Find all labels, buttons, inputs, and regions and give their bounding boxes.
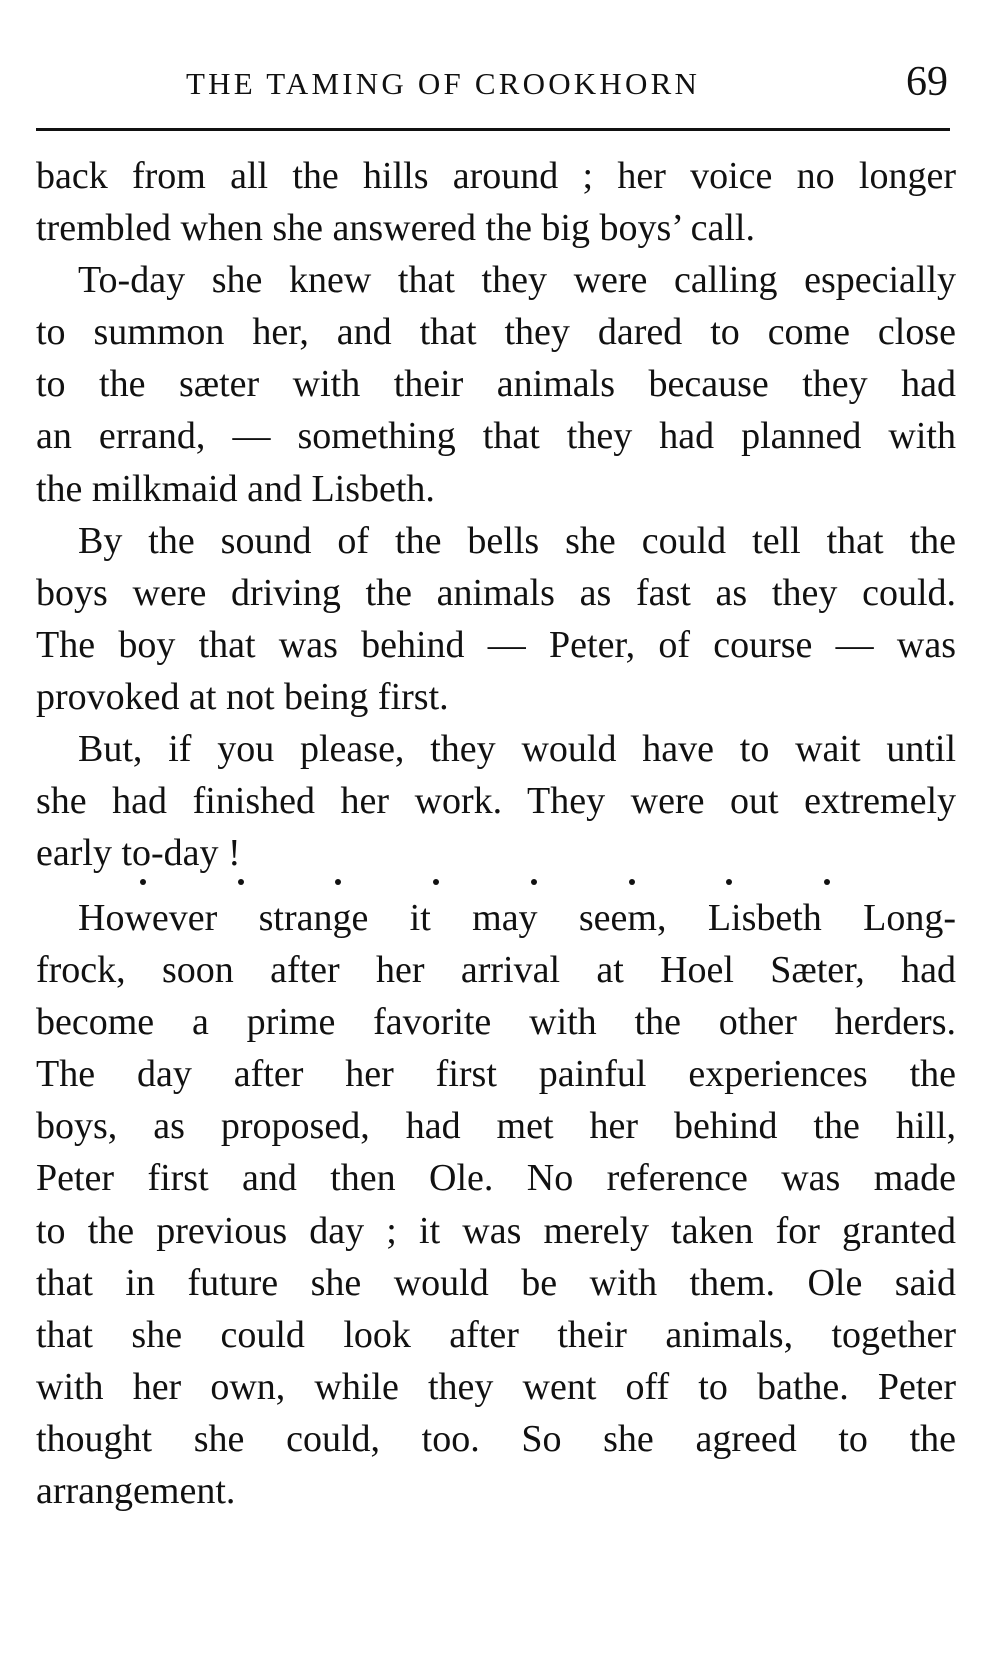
ornament-dot — [824, 879, 830, 885]
ornament-dot — [531, 879, 537, 885]
text-line: become a prime favorite with the other herders. — [36, 1001, 956, 1044]
text-line: she had finished her work. They were out extremely — [36, 780, 956, 823]
text-line: back from all the hills around ; her voice no longer — [36, 155, 956, 197]
ornament-dot — [238, 879, 244, 885]
ornament-dot — [335, 879, 341, 885]
text-line: to the sæter with their animals because they had — [36, 363, 956, 406]
text-line: The boy that was behind — Peter, of course — was — [36, 623, 956, 666]
text-line: But, if you please, they would have to wait until — [78, 728, 956, 771]
ornament-dot — [629, 879, 635, 885]
section-break-dots — [140, 872, 830, 892]
ornament-dot — [433, 879, 439, 885]
text-line: the milkmaid and Lisbeth. — [36, 467, 435, 510]
text-line: To-day she knew that they were calling especially — [78, 259, 956, 302]
text-line: with her own, while they went off to bathe. Peter — [36, 1365, 956, 1408]
text-line: arrangement. — [36, 1470, 236, 1513]
text-line: early to-day ! — [36, 832, 241, 875]
text-line: However strange it may seem, Lisbeth Long- — [78, 897, 956, 939]
running-title: THE TAMING OF CROOKHORN — [186, 66, 701, 101]
text-section-2 — [36, 892, 956, 1517]
text-line: By the sound of the bells she could tell that the — [78, 519, 956, 562]
text-section-1 — [36, 150, 956, 879]
running-head — [36, 58, 948, 108]
text-line: The day after her first painful experiences the — [36, 1053, 956, 1096]
text-line: to the previous day ; it was merely taken for granted — [36, 1209, 956, 1252]
text-line: that in future she would be with them. Ole said — [36, 1261, 956, 1304]
text-line: that she could look after their animals, together — [36, 1313, 956, 1356]
ornament-dot — [726, 879, 732, 885]
header-rule — [36, 128, 950, 131]
text-line: provoked at not being first. — [36, 675, 449, 718]
text-line: trembled when she answered the big boys’ call. — [36, 207, 755, 250]
page-number: 69 — [906, 59, 948, 105]
text-line: boys were driving the animals as fast as they could. — [36, 571, 956, 614]
text-line: frock, soon after her arrival at Hoel Sæter, had — [36, 949, 956, 992]
text-line: an errand, — something that they had planned with — [36, 415, 956, 458]
text-line: Peter first and then Ole. No reference was made — [36, 1157, 956, 1200]
text-line: thought she could, too. So she agreed to the — [36, 1417, 956, 1460]
text-line: to summon her, and that they dared to come close — [36, 311, 956, 354]
text-line: boys, as proposed, had met her behind the hill, — [36, 1105, 956, 1148]
ornament-dot — [140, 879, 146, 885]
